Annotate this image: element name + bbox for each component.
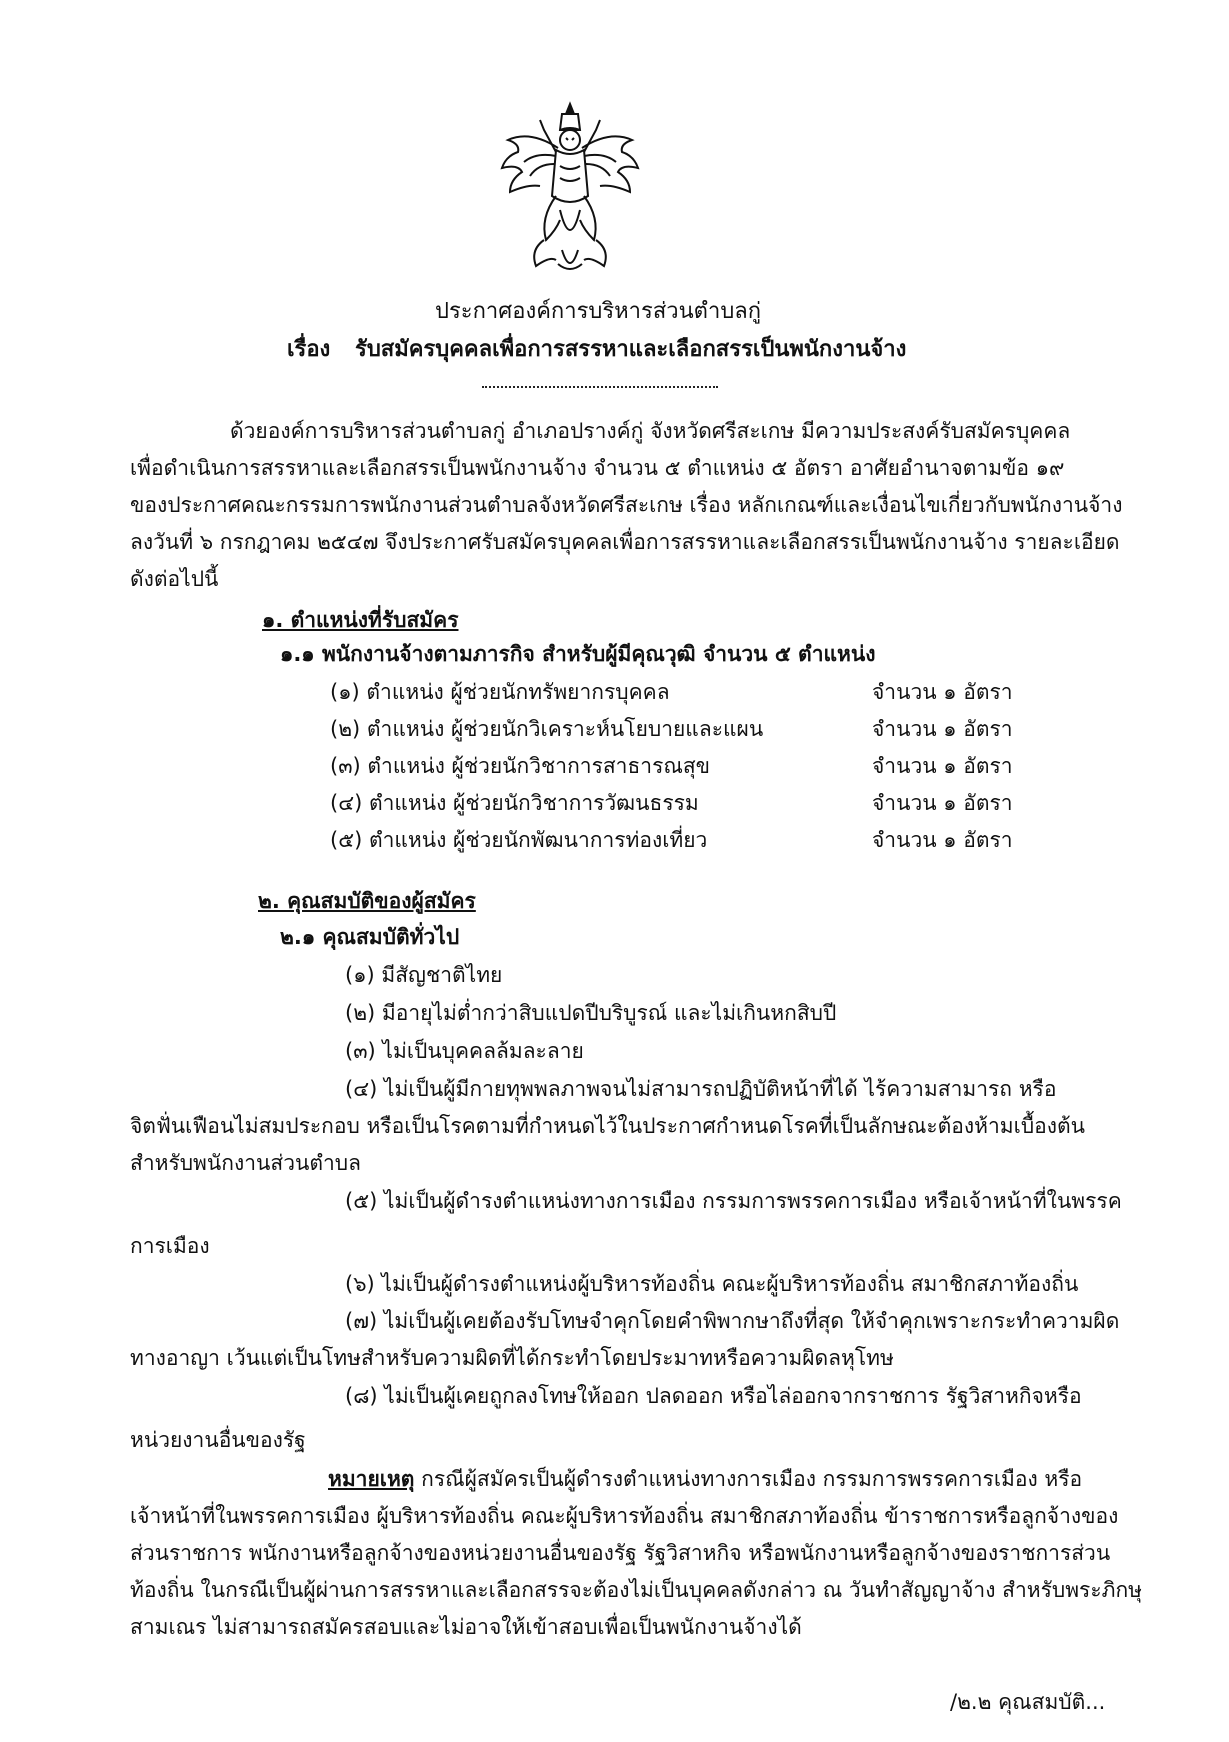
qualification-item-cont: การเมือง <box>130 1234 210 1258</box>
position-count: จำนวน ๑ อัตรา <box>872 791 1013 815</box>
position-label: (๔) ตำแหน่ง ผู้ช่วยนักวิชาการวัฒนธรรม <box>330 791 699 815</box>
qualification-item: (๘) ไม่เป็นผู้เคยถูกลงโทษให้ออก ปลดออก หรือไล่ออกจากราชการ รัฐวิสาหกิจหรือ <box>345 1384 1082 1408</box>
announcement-subject-label: เรื่อง <box>287 337 331 362</box>
garuda-emblem-icon <box>500 100 640 280</box>
qualification-item-cont: หน่วยงานอื่นของรัฐ <box>130 1428 306 1452</box>
qualification-item: (๗) ไม่เป็นผู้เคยต้องรับโทษจำคุกโดยคำพิพากษาถึงที่สุด ให้จำคุกเพราะกระทำความผิด <box>345 1309 1120 1333</box>
position-count: จำนวน ๑ อัตรา <box>872 680 1013 704</box>
title-divider <box>482 386 718 388</box>
qualification-item-cont: ทางอาญา เว้นแต่เป็นโทษสำหรับความผิดที่ได้กระทำโดยประมาทหรือความผิดลหุโทษ <box>130 1346 894 1370</box>
note-line: เจ้าหน้าที่ในพรรคการเมือง ผู้บริหารท้องถิ่น คณะผู้บริหารท้องถิ่น สมาชิกสภาท้องถิ่น ข้าราชการหรือลูกจ้างของ <box>130 1504 1119 1528</box>
announcement-subject: รับสมัครบุคคลเพื่อการสรรหาและเลือกสรรเป็นพนักงานจ้าง <box>355 337 907 362</box>
section1-subheading: ๑.๑ พนักงานจ้างตามภารกิจ สำหรับผู้มีคุณวุฒิ จำนวน ๕ ตำแหน่ง <box>280 642 876 666</box>
qualification-item: (๖) ไม่เป็นผู้ดำรงตำแหน่งผู้บริหารท้องถิ่น คณะผู้บริหารท้องถิ่น สมาชิกสภาท้องถิ่น <box>345 1272 1079 1296</box>
position-count: จำนวน ๑ อัตรา <box>872 828 1013 852</box>
position-count: จำนวน ๑ อัตรา <box>872 754 1013 778</box>
note-line: ส่วนราชการ พนักงานหรือลูกจ้างของหน่วยงานอื่นของรัฐ รัฐวิสาหกิจ หรือพนักงานหรือลูกจ้างของราชการส่วน <box>130 1541 1111 1565</box>
section2-heading: ๒. คุณสมบัติของผู้สมัคร <box>258 889 476 913</box>
continued-marker: /๒.๒ คุณสมบัติ... <box>950 1690 1106 1714</box>
position-label: (๓) ตำแหน่ง ผู้ช่วยนักวิชาการสาธารณสุข <box>330 754 711 778</box>
section1-heading: ๑. ตำแหน่งที่รับสมัคร <box>262 608 459 632</box>
note-line: ท้องถิ่น ในกรณีเป็นผู้ผ่านการสรรหาและเลือกสรรจะต้องไม่เป็นบุคคลดังกล่าว ณ วันทำสัญญาจ้าง สำหรับพระภิกษุ <box>130 1578 1142 1602</box>
qualification-item: (๒) มีอายุไม่ต่ำกว่าสิบแปดปีบริบูรณ์ และไม่เกินหกสิบปี <box>345 1001 837 1025</box>
position-label: (๒) ตำแหน่ง ผู้ช่วยนักวิเคราะห์นโยบายและแผน <box>330 717 764 741</box>
note-first-text: กรณีผู้สมัครเป็นผู้ดำรงตำแหน่งทางการเมือง กรรมการพรรคการเมือง หรือ <box>414 1467 1083 1491</box>
announcement-org-title: ประกาศองค์การบริหารส่วนตำบลกู่ <box>435 299 762 324</box>
qualification-item: (๓) ไม่เป็นบุคคลล้มละลาย <box>345 1039 584 1063</box>
position-count: จำนวน ๑ อัตรา <box>872 717 1013 741</box>
position-label: (๑) ตำแหน่ง ผู้ช่วยนักทรัพยากรบุคคล <box>330 680 670 704</box>
intro-line: ดังต่อไปนี้ <box>130 567 219 591</box>
note-line: สามเณร ไม่สามารถสมัครสอบและไม่อาจให้เข้าสอบเพื่อเป็นพนักงานจ้างได้ <box>130 1615 802 1639</box>
intro-line: ลงวันที่ ๖ กรกฎาคม ๒๕๔๗ จึงประกาศรับสมัครบุคคลเพื่อการสรรหาและเลือกสรรเป็นพนักงานจ้าง รายละเอียด <box>130 530 1120 554</box>
intro-line: ด้วยองค์การบริหารส่วนตำบลกู่ อำเภอปรางค์กู่ จังหวัดศรีสะเกษ มีความประสงค์รับสมัครบุคคล <box>230 419 1071 443</box>
position-label: (๕) ตำแหน่ง ผู้ช่วยนักพัฒนาการท่องเที่ยว <box>330 828 708 852</box>
qualification-item: (๔) ไม่เป็นผู้มีกายทุพพลภาพจนไม่สามารถปฏิบัติหน้าที่ได้ ไร้ความสามารถ หรือ <box>345 1077 1057 1101</box>
qualification-item-cont: จิตฟั่นเฟือนไม่สมประกอบ หรือเป็นโรคตามที่กำหนดไว้ในประกาศกำหนดโรคที่เป็นลักษณะต้องห้ามเบื้องต้น <box>130 1114 1086 1138</box>
qualification-item-cont: สำหรับพนักงานส่วนตำบล <box>130 1151 361 1175</box>
note-label: หมายเหตุ <box>328 1467 415 1491</box>
note-first-line <box>328 1465 1082 1493</box>
qualification-item: (๕) ไม่เป็นผู้ดำรงตำแหน่งทางการเมือง กรรมการพรรคการเมือง หรือเจ้าหน้าที่ในพรรค <box>345 1189 1122 1213</box>
intro-line: ของประกาศคณะกรรมการพนักงานส่วนตำบลจังหวัดศรีสะเกษ เรื่อง หลักเกณฑ์และเงื่อนไขเกี่ยวกับพนักงานจ้าง <box>130 493 1123 517</box>
section2-subheading: ๒.๑ คุณสมบัติทั่วไป <box>280 925 460 949</box>
qualification-item: (๑) มีสัญชาติไทย <box>345 963 503 987</box>
intro-line: เพื่อดำเนินการสรรหาและเลือกสรรเป็นพนักงานจ้าง จำนวน ๕ ตำแหน่ง ๕ อัตรา อาศัยอำนาจตามข้อ ๑๙ <box>130 456 1065 480</box>
